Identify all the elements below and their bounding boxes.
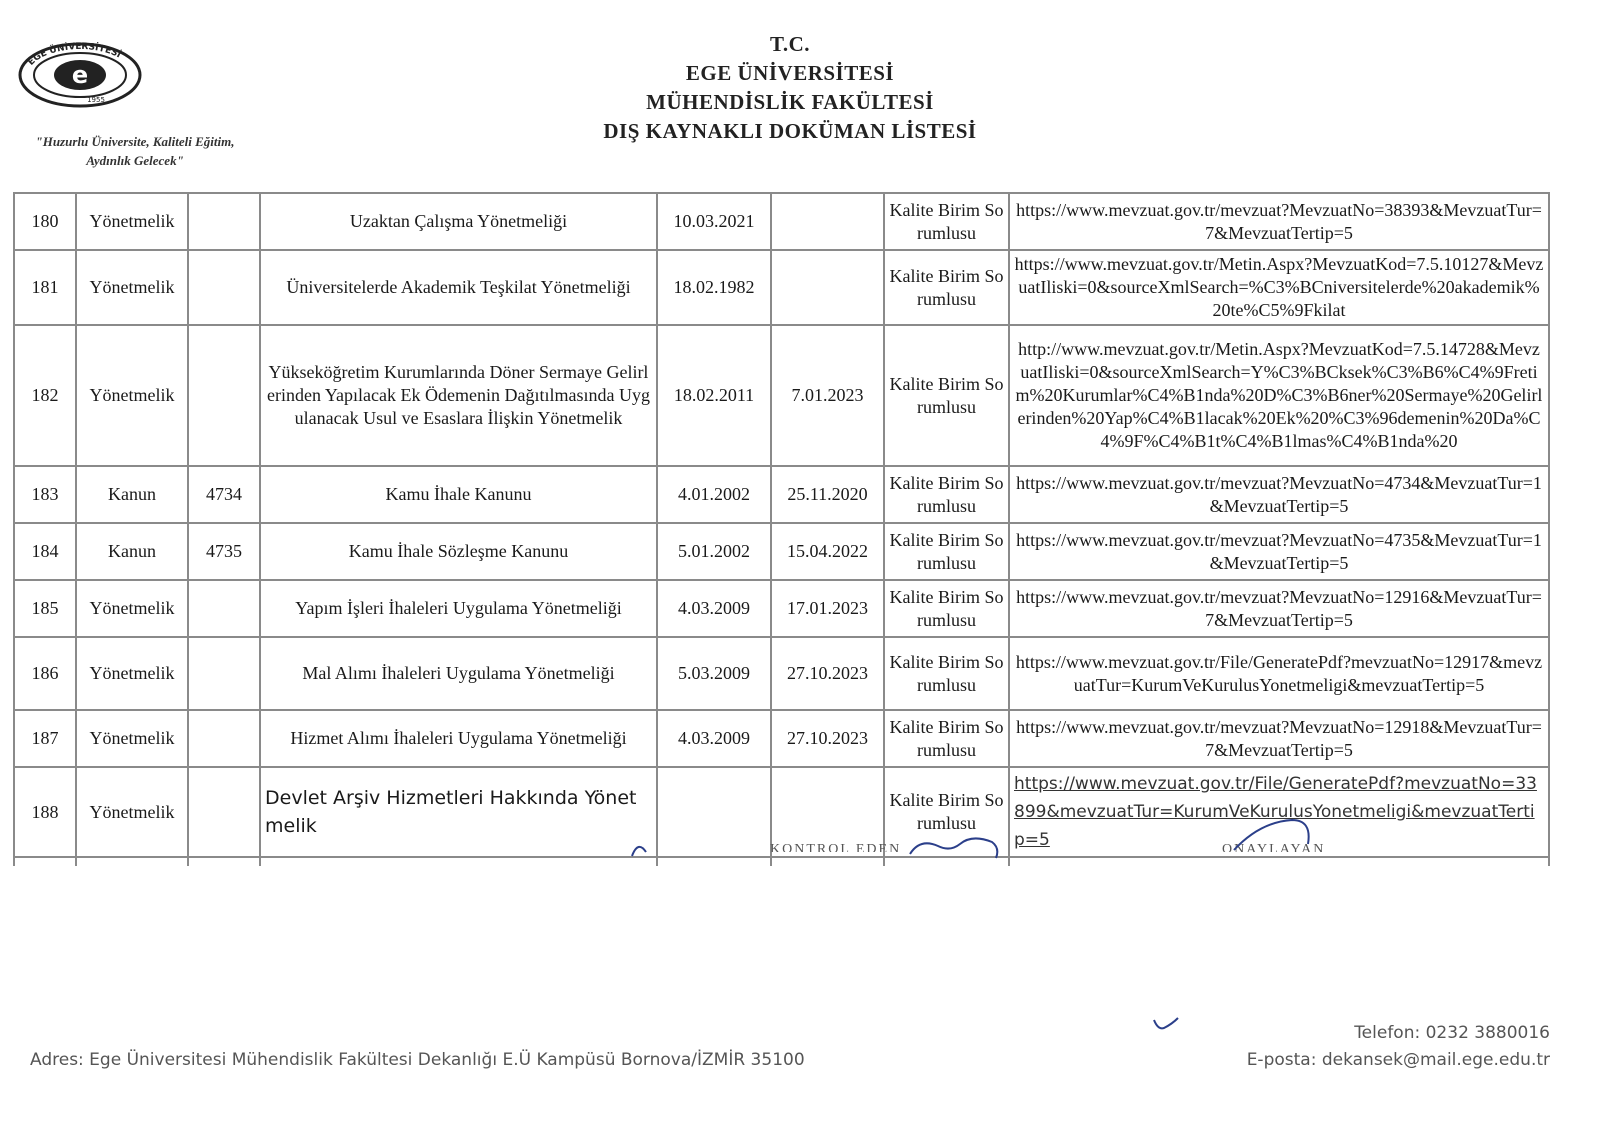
document-url[interactable]: https://www.mevzuat.gov.tr/mevzuat?MevzuatNo=12916&MevzuatTur=7&MevzuatTertip=5 xyxy=(1009,580,1549,637)
revision-date: 27.10.2023 xyxy=(771,710,884,767)
table-row xyxy=(14,325,1549,466)
row-number: 180 xyxy=(14,193,76,250)
responsible: Kalite Birim Sorumlusu xyxy=(884,250,1009,325)
responsible: Kalite Birim Sorumlusu xyxy=(884,580,1009,637)
document-code xyxy=(188,580,260,637)
document-name: Uzaktan Çalışma Yönetmeliği xyxy=(260,193,657,250)
document-name: Kamu İhale Kanunu xyxy=(260,466,657,523)
table-row xyxy=(14,580,1549,637)
document-code: 4735 xyxy=(188,523,260,580)
footer-address: Adres: Ege Üniversitesi Mühendislik Fakültesi Dekanlığı E.Ü Kampüsü Bornova/İZMİR 35100 xyxy=(30,1050,805,1070)
onaylayan-label: ONAYLAYAN xyxy=(1222,842,1326,852)
row-number: 188 xyxy=(14,767,76,857)
document-type: Yönetmelik xyxy=(76,637,188,710)
header-line-2: EGE ÜNİVERSİTESİ xyxy=(685,61,895,85)
publish-date: 18.02.2011 xyxy=(657,325,771,466)
footer-email[interactable]: E-posta: dekansek@mail.ege.edu.tr xyxy=(1246,1050,1550,1070)
document-code xyxy=(188,325,260,466)
document-list-table xyxy=(13,192,1550,866)
revision-date xyxy=(771,193,884,250)
document-url-link[interactable]: https://www.mevzuat.gov.tr/File/GeneratePdf?mevzuatNo=33899&mevzuatTur=KurumVeKurulusYonetmeligi&mevzuatTertip=5 xyxy=(1009,767,1549,857)
footer-contact xyxy=(1247,1020,1550,1074)
document-header xyxy=(480,30,1100,146)
document-type: Kanun xyxy=(76,523,188,580)
document-name: Yükseköğretim Kurumlarında Döner Sermaye Gelirlerinden Yapılacak Ek Ödemenin Dağıtılmasında Uygulanacak Usul ve Esaslara İlişkin Yönetmelik xyxy=(260,325,657,466)
publish-date: 10.03.2021 xyxy=(657,193,771,250)
document-code xyxy=(188,250,260,325)
signature-icon xyxy=(1230,816,1320,856)
document-url[interactable]: https://www.mevzuat.gov.tr/mevzuat?MevzuatNo=4735&MevzuatTur=1&MevzuatTertip=5 xyxy=(1009,523,1549,580)
document-type: Kanun xyxy=(76,466,188,523)
motto-line-2: Aydınlık Gelecek" xyxy=(86,153,184,168)
publish-date: 5.03.2009 xyxy=(657,637,771,710)
publish-date: 5.01.2002 xyxy=(657,523,771,580)
document-name: Hizmet Alımı İhaleleri Uygulama Yönetmeliği xyxy=(260,710,657,767)
kontrol-eden-label: KONTROL EDEN xyxy=(770,842,902,852)
document-name: Mal Alımı İhaleleri Uygulama Yönetmeliği xyxy=(260,637,657,710)
document-code xyxy=(188,637,260,710)
table-row xyxy=(14,193,1549,250)
table-row xyxy=(14,710,1549,767)
logo-ring-text: EGE ÜNİVERSİTESİ xyxy=(26,42,123,68)
logo-year: 1955 xyxy=(87,96,105,104)
header-line-3: MÜHENDİSLİK FAKÜLTESİ xyxy=(646,90,934,114)
revision-date: 15.04.2022 xyxy=(771,523,884,580)
row-number: 187 xyxy=(14,710,76,767)
motto xyxy=(10,132,260,170)
responsible: Kalite Birim Sorumlusu xyxy=(884,193,1009,250)
revision-date: 25.11.2020 xyxy=(771,466,884,523)
document-url[interactable]: https://www.mevzuat.gov.tr/mevzuat?MevzuatNo=12918&MevzuatTur=7&MevzuatTertip=5 xyxy=(1009,710,1549,767)
document-title: DIŞ KAYNAKLI DOKÜMAN LİSTESİ xyxy=(603,119,977,143)
revision-date xyxy=(771,250,884,325)
document-name: Yapım İşleri İhaleleri Uygulama Yönetmeliği xyxy=(260,580,657,637)
publish-date: 18.02.1982 xyxy=(657,250,771,325)
publish-date: 4.03.2009 xyxy=(657,710,771,767)
publish-date: 4.01.2002 xyxy=(657,466,771,523)
document-url[interactable]: http://www.mevzuat.gov.tr/Metin.Aspx?MevzuatKod=7.5.14728&MevzuatIliski=0&sourceXmlSearch=Y%C3%BCksek%C3%B6%C4%9Fretim%20Kurumlar%C4%B1nda%20D%C3%B6ner%20Sermaye%20Gelirlerinden%20Yap%C4%B1lacak%20Ek%20%C3%96demenin%20Da%C4%9F%C4%B1t%C4%B1lmas%C4%B1nda%20 xyxy=(1009,325,1549,466)
document-type: Yönetmelik xyxy=(76,710,188,767)
table-row xyxy=(14,523,1549,580)
table-row xyxy=(14,466,1549,523)
document-url[interactable]: https://www.mevzuat.gov.tr/Metin.Aspx?MevzuatKod=7.5.10127&MevzuatIliski=0&sourceXmlSearch=%C3%BCniversitelerde%20akademik%20te%C5%9Fkilat xyxy=(1009,250,1549,325)
revision-date: 17.01.2023 xyxy=(771,580,884,637)
responsible: Kalite Birim Sorumlusu xyxy=(884,466,1009,523)
document-type: Yönetmelik xyxy=(76,580,188,637)
revision-date: 27.10.2023 xyxy=(771,637,884,710)
responsible: Kalite Birim Sorumlusu xyxy=(884,637,1009,710)
document-type: Yönetmelik xyxy=(76,767,188,857)
document-name: Devlet Arşiv Hizmetleri Hakkında Yönetmelik xyxy=(260,767,657,857)
document-code xyxy=(188,767,260,857)
motto-line-1: "Huzurlu Üniversite, Kaliteli Eğitim, xyxy=(35,134,235,149)
revision-date: 7.01.2023 xyxy=(771,325,884,466)
document-code xyxy=(188,193,260,250)
document-type: Yönetmelik xyxy=(76,193,188,250)
responsible: Kalite Birim Sorumlusu xyxy=(884,325,1009,466)
table-row xyxy=(14,637,1549,710)
university-logo xyxy=(18,42,142,108)
row-number: 184 xyxy=(14,523,76,580)
row-number: 186 xyxy=(14,637,76,710)
publish-date: 4.03.2009 xyxy=(657,580,771,637)
document-code xyxy=(188,710,260,767)
row-number: 185 xyxy=(14,580,76,637)
responsible: Kalite Birim Sorumlusu xyxy=(884,523,1009,580)
document-type: Yönetmelik xyxy=(76,325,188,466)
document-code: 4734 xyxy=(188,466,260,523)
row-number: 183 xyxy=(14,466,76,523)
table-row xyxy=(14,250,1549,325)
checkmark-icon xyxy=(1150,1014,1190,1034)
row-number: 182 xyxy=(14,325,76,466)
document-url[interactable]: https://www.mevzuat.gov.tr/mevzuat?MevzuatNo=4734&MevzuatTur=1&MevzuatTertip=5 xyxy=(1009,466,1549,523)
row-number: 181 xyxy=(14,250,76,325)
responsible: Kalite Birim Sorumlusu xyxy=(884,710,1009,767)
document-name: Üniversitelerde Akademik Teşkilat Yönetmeliği xyxy=(260,250,657,325)
document-url[interactable]: https://www.mevzuat.gov.tr/File/GeneratePdf?mevzuatNo=12917&mevzuatTur=KurumVeKurulusYonetmeligi&mevzuatTertip=5 xyxy=(1009,637,1549,710)
signature-icon xyxy=(620,834,1020,864)
document-url[interactable]: https://www.mevzuat.gov.tr/mevzuat?MevzuatNo=38393&MevzuatTur=7&MevzuatTertip=5 xyxy=(1009,193,1549,250)
header-line-1: T.C. xyxy=(769,32,811,56)
document-type: Yönetmelik xyxy=(76,250,188,325)
footer-phone: Telefon: 0232 3880016 xyxy=(1354,1023,1550,1043)
document-name: Kamu İhale Sözleşme Kanunu xyxy=(260,523,657,580)
logo-letter: e xyxy=(71,61,89,89)
responsible: Kalite Birim Sorumlusu xyxy=(884,767,1009,857)
